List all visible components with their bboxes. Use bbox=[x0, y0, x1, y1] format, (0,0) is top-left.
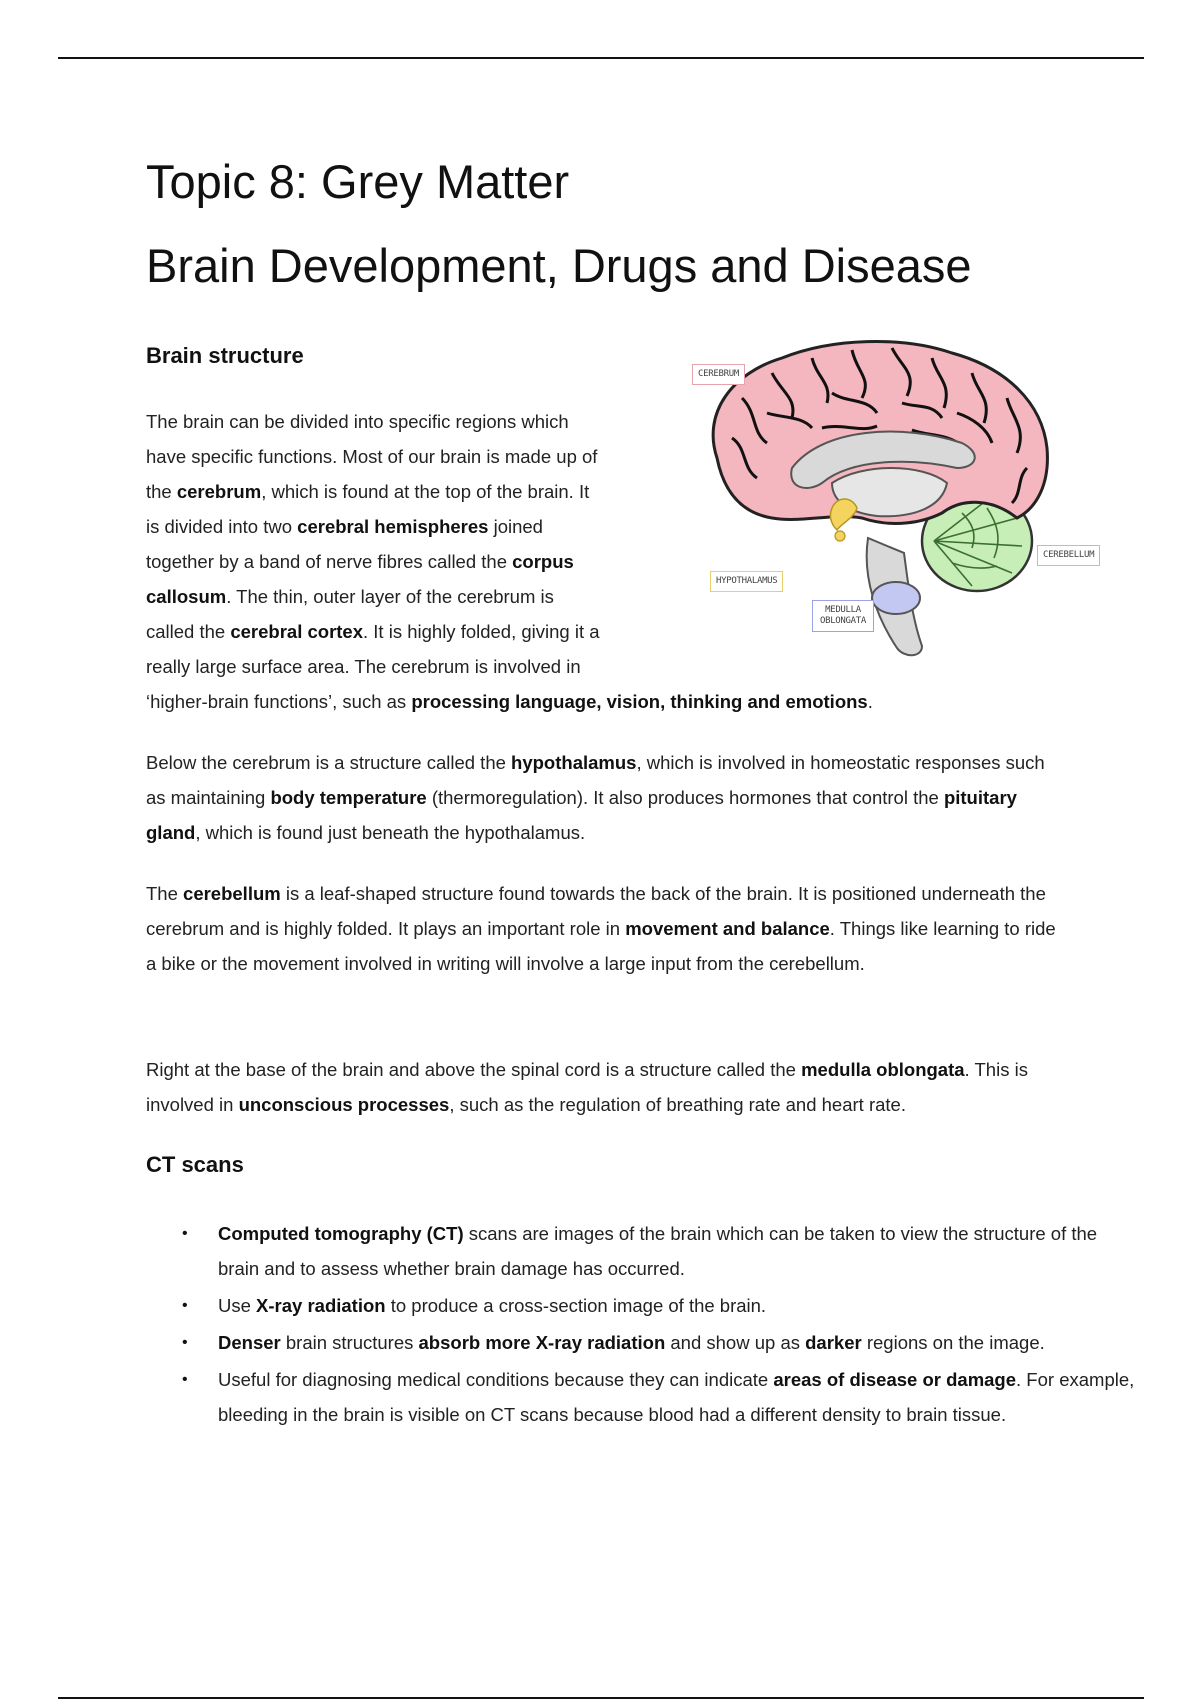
bullet-icon: • bbox=[182, 1371, 188, 1388]
list-item bbox=[182, 1216, 1138, 1286]
cerebellum-label: CEREBELLUM bbox=[1037, 545, 1100, 566]
text-line: ‘higher-brain functions’, such as processing language, vision, thinking and emotions. bbox=[146, 691, 873, 712]
bullet-icon: • bbox=[182, 1297, 188, 1314]
brain-diagram bbox=[672, 318, 1112, 682]
bold-term: areas of disease or damage bbox=[773, 1369, 1017, 1390]
bold-term: cerebrum bbox=[176, 481, 262, 502]
bold-term: cerebellum bbox=[183, 883, 281, 904]
cerebellum-paragraph: The cerebellum is a leaf-shaped structure found towards the back of the brain. It is positioned underneath the cerebrum and is highly folded. It plays an important role in movement and balance. Things like learning to ride a bike or the movement involved in writing will involve a large input from the cerebellum. bbox=[146, 883, 1056, 974]
text-line: callosum. The thin, outer layer of the cerebrum is bbox=[146, 586, 554, 607]
bold-term: body temperature bbox=[270, 787, 427, 808]
ct-scans-heading: CT scans bbox=[146, 1152, 244, 1177]
text-line: really large surface area. The cerebrum is involved in bbox=[146, 656, 581, 677]
list-item-text: Denser brain structures absorb more X-ray radiation and show up as darker regions on the image. bbox=[218, 1332, 1045, 1353]
text-line: the cerebrum, which is found at the top of the brain. It bbox=[146, 481, 590, 502]
text-line: have specific functions. Most of our brain is made up of bbox=[146, 446, 598, 467]
hypothalamus-paragraph: Below the cerebrum is a structure called the hypothalamus, which is involved in homeostatic responses such as maintaining body temperature (thermoregulation). It also produces hormones that control the pituitary gland, which is found just beneath the hypothalamus. bbox=[146, 752, 1045, 843]
bold-term: cerebral hemispheres bbox=[297, 516, 489, 537]
bold-term: pituitary gland bbox=[146, 787, 1017, 843]
list-item-text: Useful for diagnosing medical conditions because they can indicate areas of disease or damage. For example, bleeding in the brain is visible on CT scans because blood had a different density to brain tissue. bbox=[218, 1369, 1135, 1425]
bold-term: cerebral cortex bbox=[230, 621, 364, 642]
list-item-text: Computed tomography (CT) scans are images of the brain which can be taken to view the structure of the brain and to assess whether brain damage has occurred. bbox=[218, 1223, 1098, 1279]
bold-term: Computed tomography (CT) bbox=[218, 1223, 464, 1244]
text-line: The brain can be divided into specific regions which bbox=[146, 411, 569, 432]
text-line: is divided into two cerebral hemispheres joined bbox=[146, 516, 543, 537]
bullet-icon: • bbox=[182, 1225, 188, 1242]
bold-term: movement and balance bbox=[625, 918, 830, 939]
ct-scans-list bbox=[146, 1216, 1138, 1434]
bold-term: medulla oblongata bbox=[801, 1059, 965, 1080]
bold-term: processing language, vision, thinking and emotions bbox=[411, 691, 868, 712]
bold-term: X-ray radiation bbox=[256, 1295, 386, 1316]
pituitary-shape bbox=[835, 531, 845, 541]
page-title bbox=[146, 140, 1106, 308]
list-item bbox=[182, 1288, 1138, 1323]
hypothalamus-shape bbox=[830, 499, 857, 530]
bold-term: corpus bbox=[512, 551, 574, 572]
medulla-paragraph: Right at the base of the brain and above the spinal cord is a structure called the medulla oblongata. This is involved in unconscious processes, such as the regulation of breathing rate and heart rate. bbox=[146, 1059, 1028, 1115]
bold-term: callosum bbox=[146, 586, 227, 607]
bullet-icon: • bbox=[182, 1334, 188, 1351]
bold-term: hypothalamus bbox=[511, 752, 637, 773]
list-item bbox=[182, 1362, 1138, 1432]
medulla-label: MEDULLA OBLONGATA bbox=[812, 600, 874, 632]
bottom-rule bbox=[58, 1697, 1144, 1699]
medulla-shape bbox=[872, 582, 920, 614]
bold-term: absorb more X-ray radiation bbox=[418, 1332, 666, 1353]
text-line: together by a band of nerve fibres called the corpus bbox=[146, 551, 574, 572]
bold-term: darker bbox=[805, 1332, 862, 1353]
bold-term: unconscious processes bbox=[238, 1094, 450, 1115]
brain-structure-heading: Brain structure bbox=[146, 343, 304, 368]
list-item bbox=[182, 1325, 1138, 1360]
title-line-1: Topic 8: Grey Matter bbox=[146, 155, 570, 208]
top-rule bbox=[58, 57, 1144, 59]
list-item-text: Use X-ray radiation to produce a cross-section image of the brain. bbox=[218, 1295, 767, 1316]
hypothalamus-label: HYPOTHALAMUS bbox=[710, 571, 783, 592]
cerebrum-label: CEREBRUM bbox=[692, 364, 745, 385]
bold-term: Denser bbox=[218, 1332, 281, 1353]
text-line: called the cerebral cortex. It is highly folded, giving it a bbox=[146, 621, 600, 642]
title-line-2: Brain Development, Drugs and Disease bbox=[146, 239, 972, 292]
